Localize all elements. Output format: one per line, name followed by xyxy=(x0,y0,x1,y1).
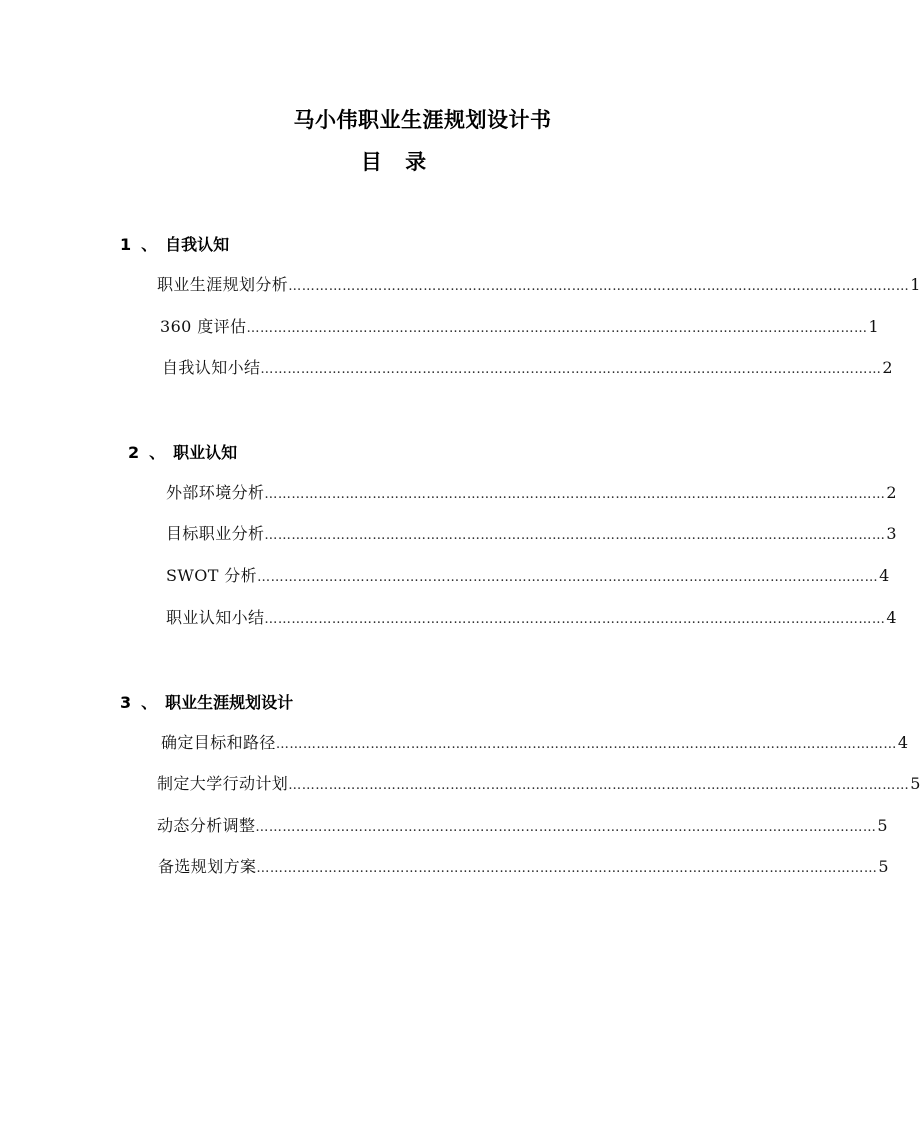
toc-entry-label: 职业生涯规划分析 xyxy=(157,275,289,294)
toc-leader-dots: ………………………………………………………………………………………………………………………… xyxy=(260,362,882,377)
toc-entry-page: 1 xyxy=(910,275,920,294)
toc-leader-dots: ………………………………………………………………………………………………………………………… xyxy=(264,528,886,543)
section-number: 2 xyxy=(128,443,140,462)
toc-entry-label: 确定目标和路径 xyxy=(161,733,276,752)
section-separator: 、 xyxy=(141,693,158,712)
document-title: 马小伟职业生涯规划设计书 xyxy=(293,108,552,132)
toc-entry-page: 2 xyxy=(882,358,893,377)
section-separator: 、 xyxy=(149,443,166,462)
toc-entry-label: 备选规划方案 xyxy=(158,857,257,876)
toc-leader-dots: ………………………………………………………………………………………………………………………… xyxy=(255,820,877,835)
toc-entry-page: 4 xyxy=(897,733,908,752)
toc-entry-label: 职业认知小结 xyxy=(166,608,265,627)
toc-entry[interactable] xyxy=(166,605,897,629)
toc-leader-dots: ………………………………………………………………………………………………………………………… xyxy=(256,861,878,876)
toc-leader-dots: ………………………………………………………………………………………………………………………… xyxy=(264,487,886,502)
toc-leader-dots: ………………………………………………………………………………………………………………………… xyxy=(275,737,897,752)
toc-entry[interactable] xyxy=(157,813,888,837)
section-separator: 、 xyxy=(141,235,158,254)
toc-entry-page: 2 xyxy=(886,483,897,502)
toc-entry-label: 360 度评估 xyxy=(160,317,247,336)
toc-entry-label: 目标职业分析 xyxy=(166,524,265,543)
toc-entry-page: 5 xyxy=(910,774,920,793)
section-number: 1 xyxy=(120,235,132,254)
toc-entry-label: 外部环境分析 xyxy=(166,483,265,502)
section-title: 自我认知 xyxy=(165,235,230,254)
toc-entry[interactable] xyxy=(157,771,920,795)
toc-entry-label: SWOT 分析 xyxy=(166,566,258,585)
section-title: 职业认知 xyxy=(173,443,238,462)
toc-entry[interactable] xyxy=(166,480,897,504)
toc-entry-label: 自我认知小结 xyxy=(162,358,261,377)
toc-heading: 目 录 xyxy=(360,150,435,174)
toc-section-1-heading xyxy=(120,232,229,255)
toc-section-2-heading xyxy=(128,440,237,463)
toc-entry[interactable] xyxy=(166,563,890,587)
section-number: 3 xyxy=(120,693,132,712)
toc-entry[interactable] xyxy=(160,314,879,338)
toc-leader-dots: ………………………………………………………………………………………………………………………… xyxy=(264,612,886,627)
toc-leader-dots: ………………………………………………………………………………………………………………………… xyxy=(246,321,868,336)
toc-entry[interactable] xyxy=(162,355,893,379)
toc-entry-page: 5 xyxy=(878,857,889,876)
toc-entry-page: 4 xyxy=(886,608,897,627)
toc-entry[interactable] xyxy=(158,854,889,878)
toc-entry-label: 动态分析调整 xyxy=(157,816,256,835)
toc-entry-page: 4 xyxy=(879,566,890,585)
section-title: 职业生涯规划设计 xyxy=(165,693,294,712)
toc-entry[interactable] xyxy=(157,272,920,296)
toc-entry-label: 制定大学行动计划 xyxy=(157,774,289,793)
toc-entry[interactable] xyxy=(161,730,908,754)
toc-entry-page: 3 xyxy=(886,524,897,543)
toc-leader-dots: ………………………………………………………………………………………………………………………… xyxy=(257,570,879,585)
toc-entry-page: 5 xyxy=(877,816,888,835)
toc-section-3-heading xyxy=(120,690,293,713)
toc-leader-dots: ………………………………………………………………………………………………………………………… xyxy=(288,279,910,294)
toc-entry-page: 1 xyxy=(868,317,879,336)
toc-entry[interactable] xyxy=(166,521,897,545)
toc-leader-dots: ………………………………………………………………………………………………………………………… xyxy=(288,778,910,793)
